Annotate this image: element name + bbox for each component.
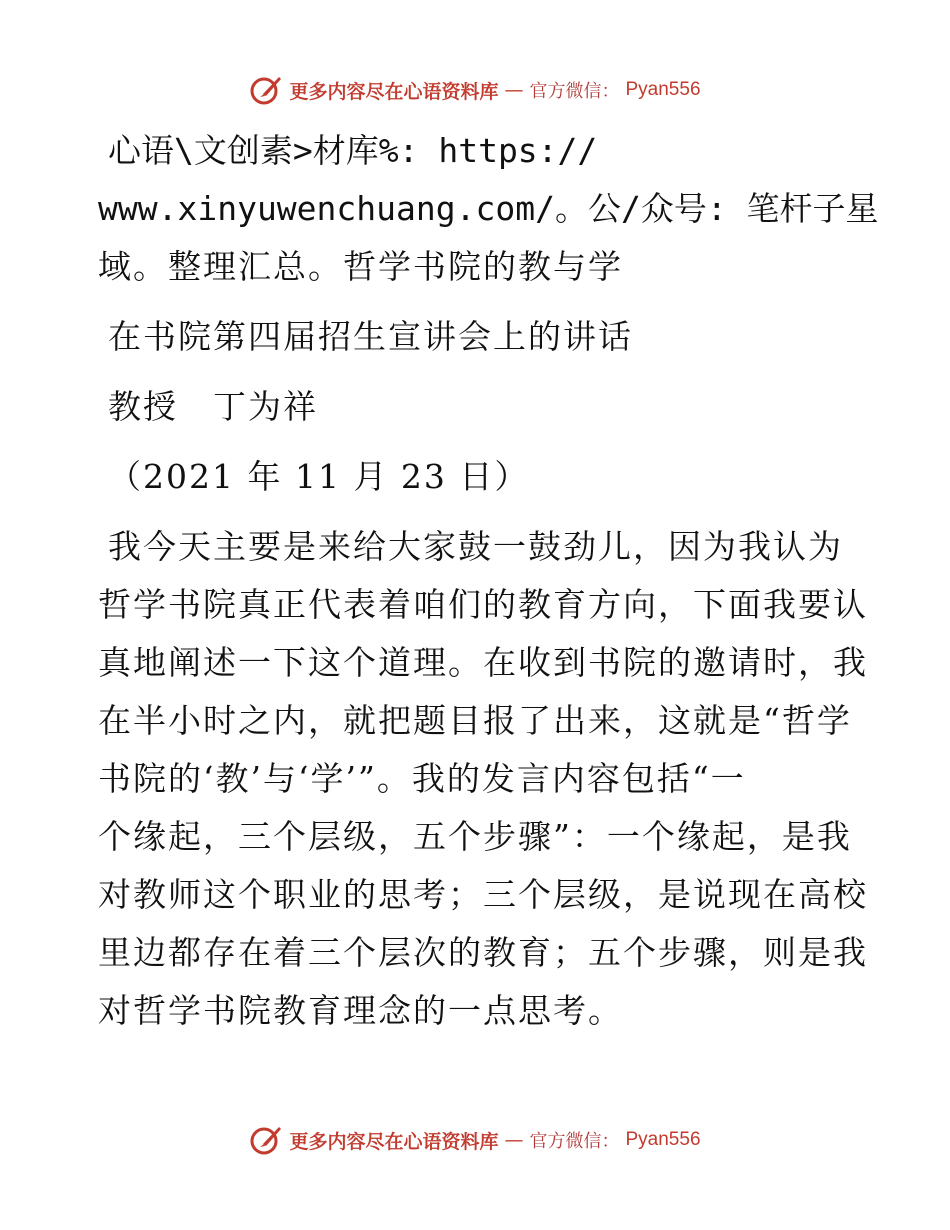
document-title-line: 域。整理汇总。哲学书院的教与学 xyxy=(98,247,623,286)
body-line: 书院的‘教’与‘学’”。我的发言内容包括“一 xyxy=(98,759,746,798)
watermark-dash: — xyxy=(504,79,524,101)
quill-logo-icon xyxy=(249,1123,283,1157)
subtitle: 在书院第四届招生宣讲会上的讲话 xyxy=(108,317,633,356)
watermark-wechat-label: 官方微信： xyxy=(529,81,620,102)
body-line: 个缘起，三个层级，五个步骤”：一个缘起，是我 xyxy=(98,817,852,856)
body-line: 在半小时之内，就把题目报了出来，这就是“哲学 xyxy=(98,701,852,740)
body-line: 里边都存在着三个层次的教育；五个步骤，则是我 xyxy=(98,933,868,972)
watermark-wechat-id: Pyan556 xyxy=(625,79,701,100)
watermark-banner-top xyxy=(0,70,950,110)
date: （2021 年 11 月 23 日） xyxy=(108,457,530,496)
watermark-wechat-id: Pyan556 xyxy=(625,1129,701,1150)
body-line: 对教师这个职业的思考；三个层级，是说现在高校 xyxy=(98,875,868,914)
body-line: 对哲学书院教育理念的一点思考。 xyxy=(98,991,623,1030)
watermark-banner-bottom xyxy=(0,1120,950,1160)
watermark-text: 更多内容尽在心语资料库 xyxy=(289,1130,499,1153)
header-line: www.xinyuwenchuang.com/。公/众号: 笔杆子星 xyxy=(98,189,879,228)
watermark-wechat-label: 官方微信： xyxy=(529,1131,620,1152)
watermark-text: 更多内容尽在心语资料库 xyxy=(289,80,499,103)
body-line: 真地阐述一下这个道理。在收到书院的邀请时，我 xyxy=(98,643,868,682)
quill-logo-icon xyxy=(249,73,283,107)
header-line: 心语\文创素>材库%: https:// xyxy=(108,131,598,170)
document-body xyxy=(98,122,879,1040)
body-line: 哲学书院真正代表着咱们的教育方向，下面我要认 xyxy=(98,585,868,624)
author: 教授 丁为祥 xyxy=(108,387,318,426)
body-line: 我今天主要是来给大家鼓一鼓劲儿，因为我认为 xyxy=(108,527,843,566)
watermark-dash: — xyxy=(504,1129,524,1151)
